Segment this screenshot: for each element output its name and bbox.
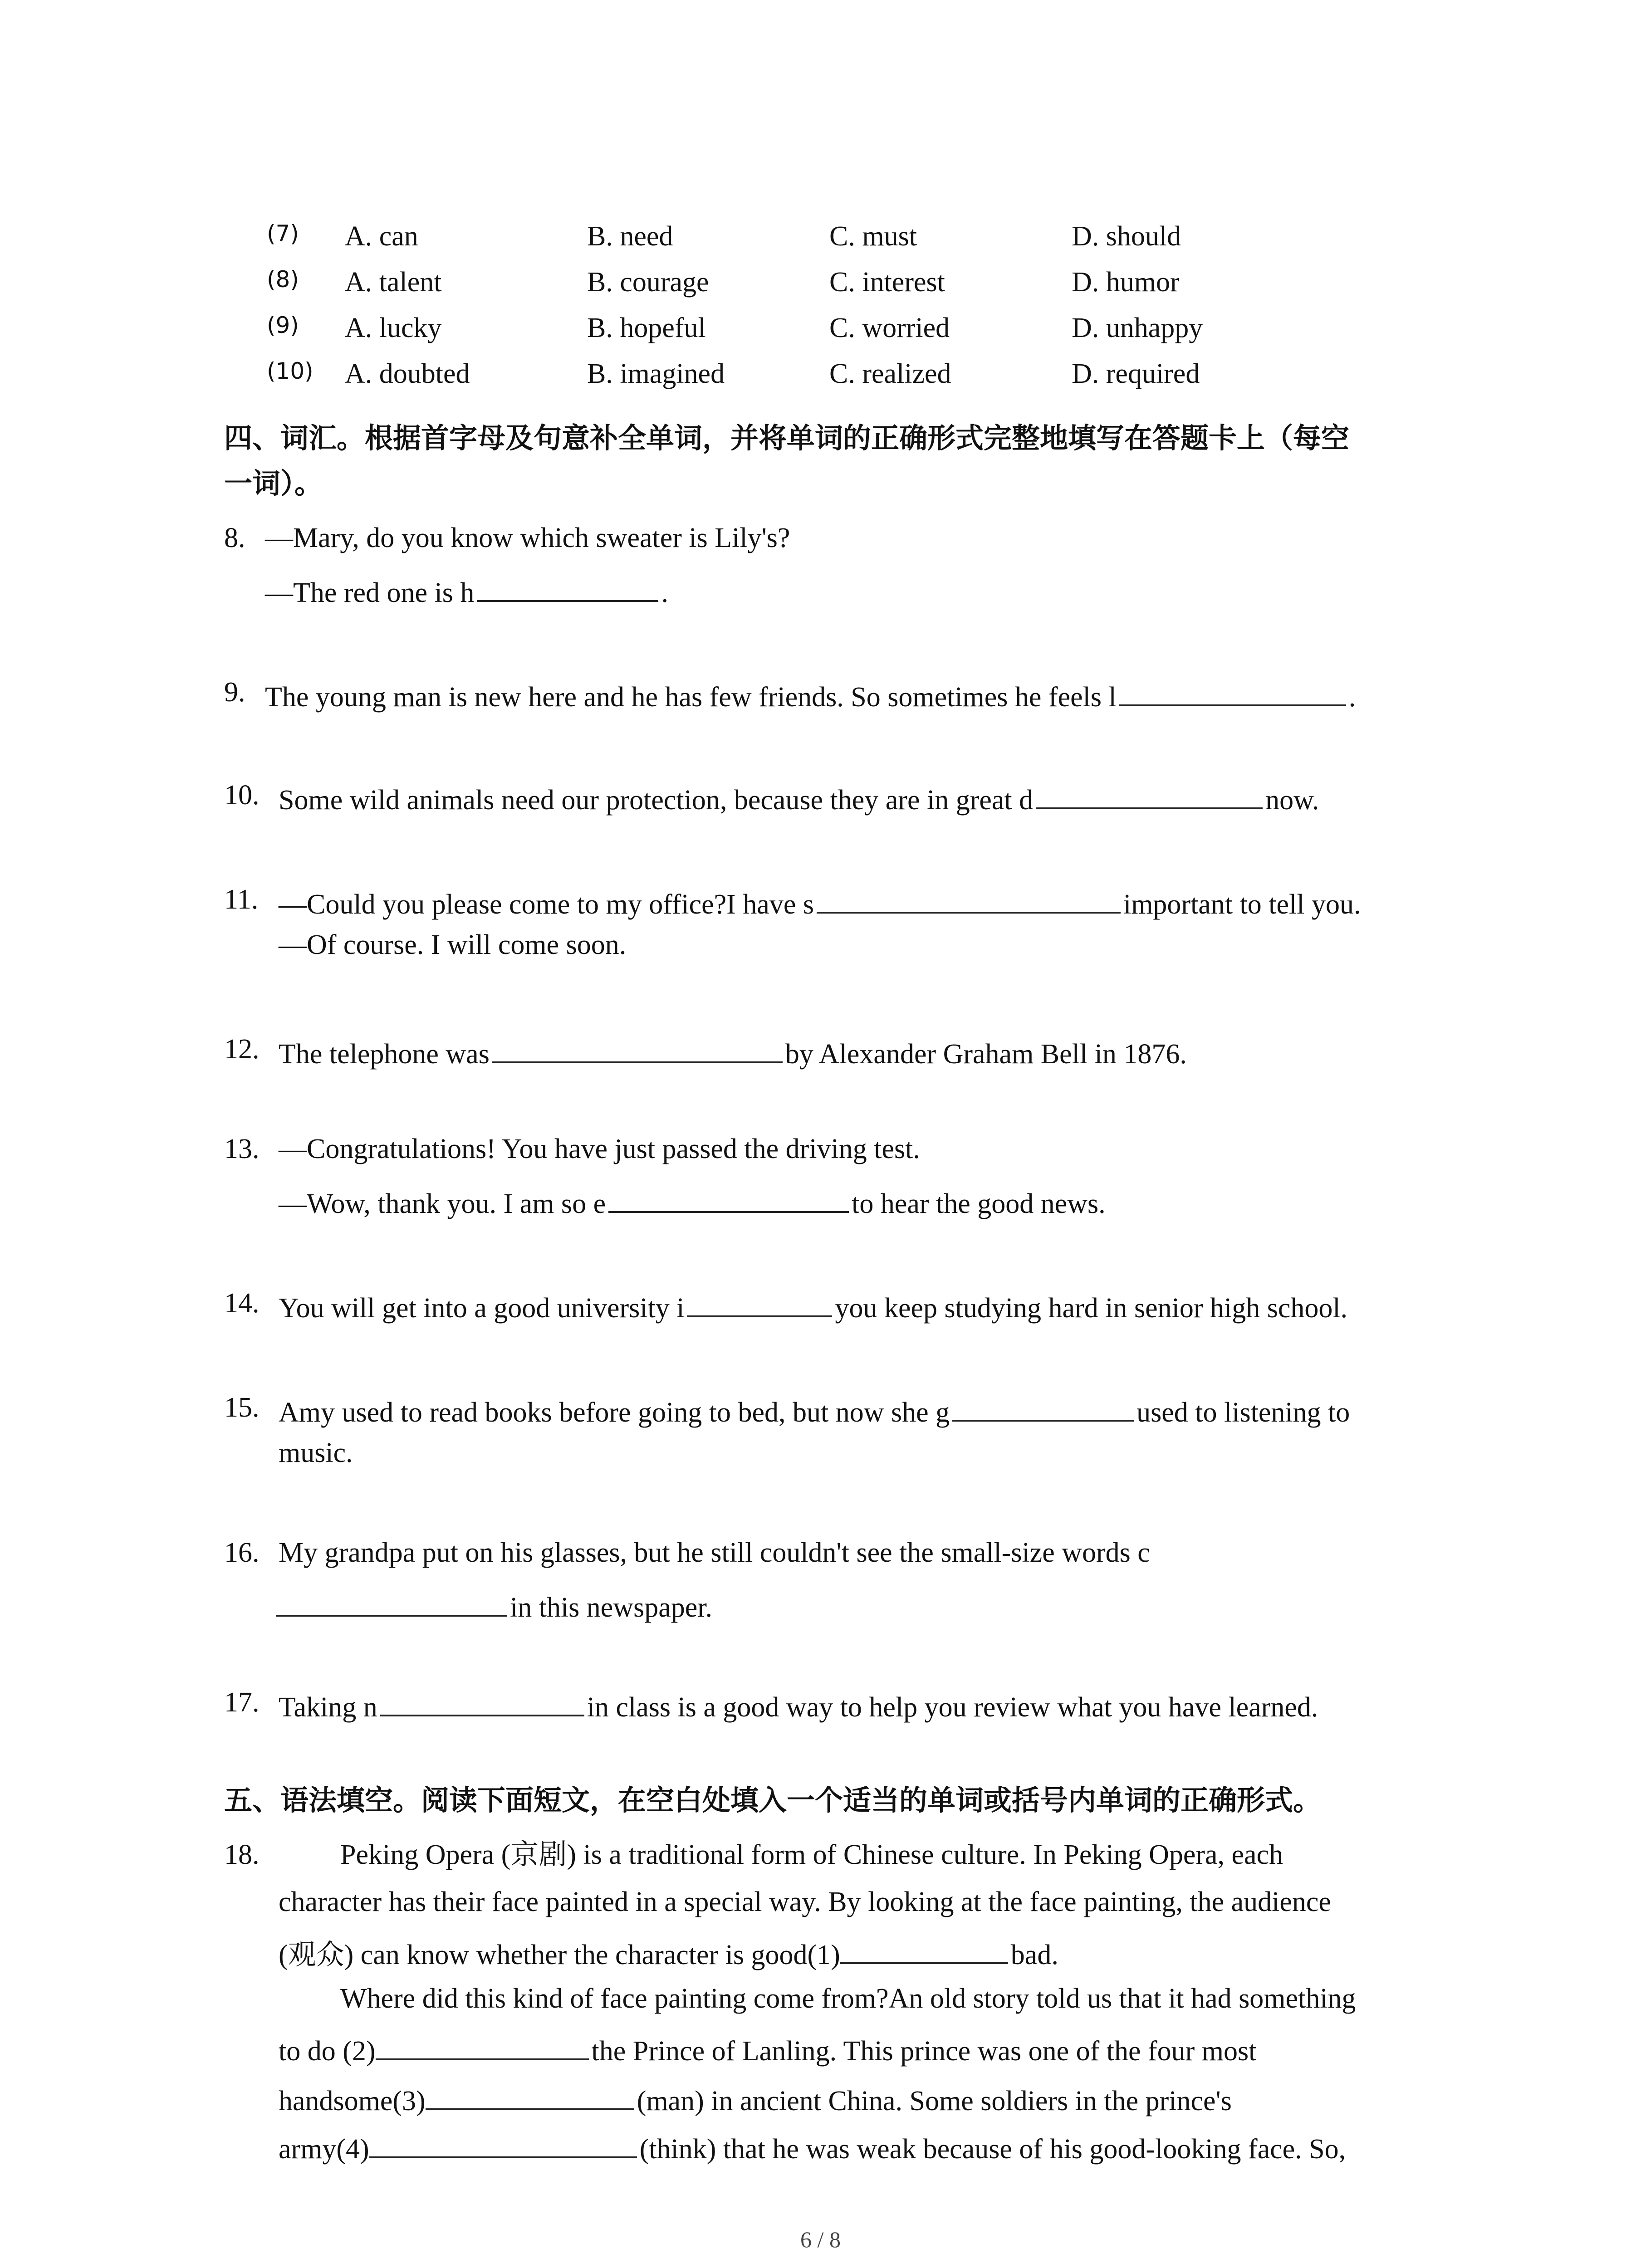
question-number: 18.: [224, 1839, 260, 1870]
question-text: The telephone was: [279, 1039, 490, 1070]
question-text: used to listening to: [1136, 1397, 1350, 1428]
answer-blank[interactable]: [426, 2082, 634, 2110]
question-text: —Mary, do you know which sweater is Lily's?: [265, 523, 790, 553]
option-d: D. humor: [1072, 267, 1180, 298]
answer-blank[interactable]: [276, 1589, 507, 1617]
question-line: [279, 1289, 1347, 1322]
question-line: [279, 1688, 1318, 1721]
option-a: A. can: [345, 221, 418, 252]
section4-title: 四、词汇。根据首字母及句意补全单词，并将单词的正确形式完整地填写在答题卡上（每空: [224, 421, 1350, 455]
passage-text: (think) that he was weak because of his good-looking face. So,: [639, 2134, 1346, 2165]
question-text: .: [661, 577, 668, 608]
option-number: (8): [267, 266, 299, 293]
option-b: B. imagined: [587, 358, 725, 389]
question-text: in this newspaper.: [510, 1592, 712, 1623]
question-text: Amy used to read books before going to bed, but now she g: [279, 1397, 950, 1428]
passage-text: the Prince of Lanling. This prince was one of the four most: [591, 2036, 1257, 2067]
option-c: C. must: [829, 221, 917, 252]
passage-line: [279, 2130, 1346, 2163]
passage-line: [279, 2032, 1256, 2065]
passage-text: to do (2): [279, 2036, 376, 2067]
passage-line: character has their face painted in a special way. By looking at the face painting, the audience: [279, 1887, 1331, 1917]
question-text: important to tell you.: [1123, 889, 1361, 920]
option-d: D. required: [1072, 358, 1200, 389]
passage-line: Peking Opera (京剧) is a traditional form of Chinese culture. In Peking Opera, each: [340, 1839, 1283, 1870]
answer-blank[interactable]: [380, 1688, 584, 1716]
question-text: —The red one is h: [265, 577, 475, 608]
answer-blank[interactable]: [1036, 781, 1263, 809]
option-c: C. worried: [829, 313, 950, 343]
option-b: B. hopeful: [587, 313, 706, 343]
passage-line: Where did this kind of face painting come from?An old story told us that it had something: [340, 1983, 1356, 2014]
answer-blank[interactable]: [608, 1185, 849, 1213]
page-number: 6 / 8: [800, 2227, 841, 2252]
question-text: to hear the good news.: [852, 1188, 1106, 1219]
option-number: (7): [267, 220, 299, 247]
option-b: B. courage: [587, 267, 709, 298]
answer-blank[interactable]: [369, 2130, 637, 2158]
question-number: 15.: [224, 1392, 260, 1423]
option-a: A. talent: [345, 267, 442, 298]
answer-blank[interactable]: [492, 1035, 783, 1063]
option-number: (9): [267, 312, 299, 338]
answer-blank[interactable]: [477, 574, 658, 602]
option-number: (10): [267, 358, 314, 384]
question-text: in class is a good way to help you review what you have learned.: [587, 1692, 1318, 1723]
question-text: —Congratulations! You have just passed the driving test.: [279, 1134, 920, 1164]
question-number: 10.: [224, 780, 260, 811]
question-text: Some wild animals need our protection, because they are in great d: [279, 785, 1034, 816]
question-line: [265, 678, 1356, 711]
answer-blank[interactable]: [1119, 678, 1346, 706]
question-line: [279, 1393, 1350, 1427]
answer-blank[interactable]: [687, 1289, 832, 1317]
question-number: 8.: [224, 523, 245, 553]
question-number: 16.: [224, 1537, 260, 1568]
question-number: 13.: [224, 1134, 260, 1164]
question-text: you keep studying hard in senior high school.: [835, 1293, 1348, 1324]
passage-text: army(4): [279, 2134, 369, 2165]
question-line: [279, 1185, 1106, 1218]
question-line: [265, 574, 668, 607]
question-text: The young man is new here and he has few friends. So sometimes he feels l: [265, 682, 1117, 713]
question-text: now.: [1265, 785, 1319, 816]
question-number: 12.: [224, 1034, 260, 1065]
option-c: C. realized: [829, 358, 951, 389]
passage-text: (man) in ancient China. Some soldiers in the prince's: [637, 2086, 1232, 2116]
question-number: 9.: [224, 677, 245, 708]
question-text: —Could you please come to my office?I have s: [279, 889, 814, 920]
passage-line: [279, 1936, 1058, 1969]
option-d: D. unhappy: [1072, 313, 1203, 343]
question-text: My grandpa put on his glasses, but he still couldn't see the small-size words c: [279, 1537, 1150, 1568]
section4-title-cont: 一词）。: [224, 467, 323, 500]
answer-blank[interactable]: [376, 2032, 589, 2060]
question-text: You will get into a good university i: [279, 1293, 685, 1324]
passage-text: bad.: [1010, 1940, 1058, 1970]
question-text: Taking n: [279, 1692, 377, 1723]
option-b: B. need: [587, 221, 673, 252]
passage-text: (观众) can know whether the character is good(1): [279, 1940, 840, 1970]
question-text: —Of course. I will come soon.: [279, 929, 627, 960]
question-number: 14.: [224, 1288, 260, 1319]
question-line: [279, 781, 1319, 814]
question-text: —Wow, thank you. I am so e: [279, 1188, 606, 1219]
question-line: [276, 1589, 712, 1622]
option-a: A. lucky: [345, 313, 442, 343]
passage-line: [279, 2082, 1232, 2115]
option-a: A. doubted: [345, 358, 470, 389]
answer-blank[interactable]: [840, 1936, 1008, 1964]
question-text: music.: [279, 1437, 353, 1468]
question-line: [279, 1035, 1187, 1068]
answer-blank[interactable]: [952, 1393, 1134, 1422]
option-c: C. interest: [829, 267, 945, 298]
question-text: by Alexander Graham Bell in 1876.: [785, 1039, 1187, 1070]
section5-title: 五、语法填空。阅读下面短文，在空白处填入一个适当的单词或括号内单词的正确形式。: [224, 1784, 1322, 1817]
option-d: D. should: [1072, 221, 1181, 252]
question-text: .: [1348, 682, 1356, 713]
question-line: [279, 885, 1361, 919]
question-number: 11.: [224, 884, 259, 915]
passage-text: handsome(3): [279, 2086, 426, 2116]
question-number: 17.: [224, 1687, 260, 1718]
answer-blank[interactable]: [817, 885, 1121, 914]
